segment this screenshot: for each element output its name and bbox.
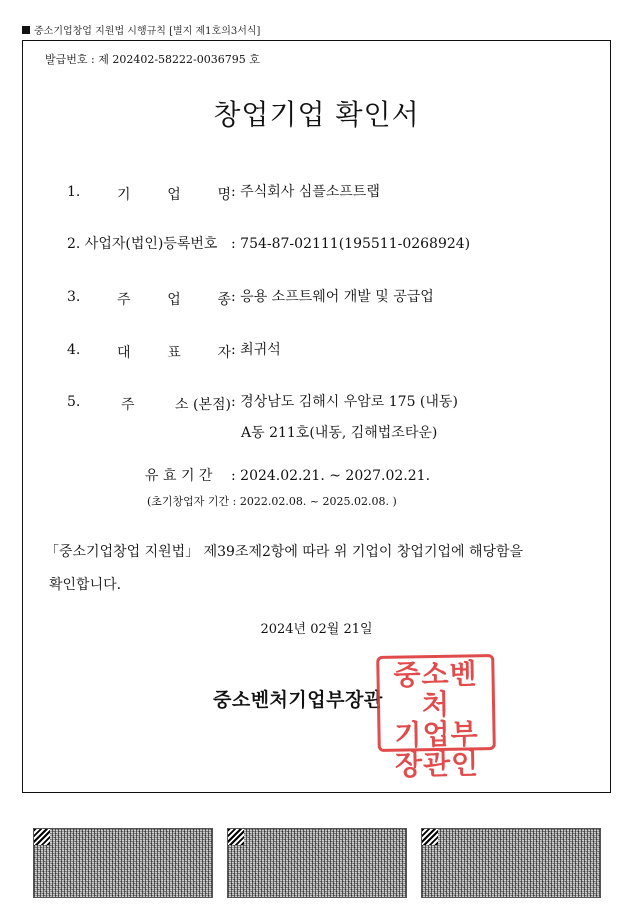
- field-label: 5. 주 소 (본점): [67, 394, 231, 413]
- field-value: : 최귀석: [231, 342, 281, 358]
- validity-period: [145, 465, 430, 485]
- validity-value: : 2024.02.21. ~ 2027.02.21.: [231, 468, 431, 484]
- field-company-name: [67, 181, 380, 204]
- field-value: : 주식회사 심플소프트랩: [231, 184, 380, 200]
- field-address: [67, 391, 458, 442]
- official-seal: 중소벤처 기업부 장관인: [376, 654, 496, 752]
- issue-number: 발급번호 : 제 202402-58222-0036795 호: [45, 53, 260, 66]
- 2d-barcode-icon: [421, 828, 601, 898]
- form-reference: [22, 22, 260, 37]
- barcode-row: [33, 828, 601, 898]
- statement-line-2: 확인합니다.: [49, 577, 122, 593]
- field-main-industry: [67, 286, 434, 309]
- initial-founder-period: (초기창업자 기간 : 2022.02.08. ~ 2025.02.08. ): [147, 495, 397, 508]
- field-label: 4. 대 표 자: [67, 342, 231, 361]
- field-value: : 754-87-02111(195511-0268924): [231, 236, 471, 252]
- issuer-name: 중소벤처기업부장관: [213, 689, 383, 711]
- field-value: : 응용 소프트웨어 개발 및 공급업: [231, 289, 434, 305]
- field-label: 3. 주 업 종: [67, 289, 231, 308]
- field-label: 1. 기 업 명: [67, 184, 231, 203]
- 2d-barcode-icon: [227, 828, 407, 898]
- square-bullet-icon: [22, 26, 30, 34]
- field-value: : 경상남도 김해시 우암로 175 (내동): [231, 394, 458, 410]
- field-business-registration: [67, 233, 470, 253]
- statement-line-1: 「중소기업창업 지원법」 제39조제2항에 따라 위 기업이 창업기업에 해당함을: [45, 544, 524, 560]
- document-title: 창업기업 확인서: [213, 98, 420, 131]
- issue-date: 2024년 02월 21일: [260, 622, 373, 637]
- field-representative: [67, 339, 281, 362]
- validity-label: 유 효 기 간: [145, 468, 213, 484]
- form-reference-text: 중소기업창업 지원법 시행규칙 [별지 제1호의3서식]: [34, 26, 261, 37]
- field-label: 2. 사업자(법인)등록번호: [67, 236, 218, 252]
- field-value-line2: A동 211호(내동, 김해법조타운): [241, 425, 438, 441]
- certificate: [22, 40, 611, 793]
- 2d-barcode-icon: [33, 828, 213, 898]
